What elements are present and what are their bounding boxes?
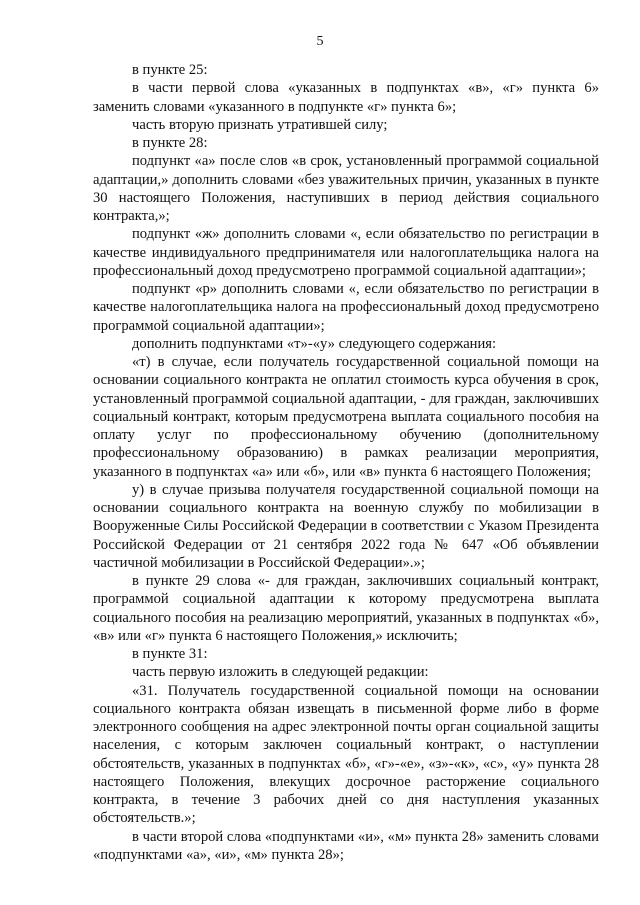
page-number: 5 xyxy=(316,34,324,49)
paragraph: в пункте 28: xyxy=(132,135,208,151)
document-body xyxy=(93,61,599,864)
paragraph: часть вторую признать утратившей силу; xyxy=(132,116,388,133)
paragraph: в части первой слова «указанных в подпунктах «в», «г» пункта 6» заменить словами «указанного в подпункте «г» пункта 6»; xyxy=(93,80,599,115)
paragraph: «т) в случае, если получатель государственной социальной помощи на основании социального контракта не оплатил стоимость курса обучения в срок, установленный программой социальной адаптации, - для граждан, заключивших социальный контракт, которым предусмотрена выплата социального пособия на оплату услуг по профессиональному обучению (дополнительному профессиональному образованию) в рамках реализации мероприятия, указанного в подпунктах «а» или «б», или «в» пункта 6 настоящего Положения; xyxy=(93,354,599,480)
paragraph: подпункт «ж» дополнить словами «, если обязательство по регистрации в качестве индивидуального предпринимателя или налогоплательщика налога на профессиональный доход предусмотрено программой социальной адаптации»; xyxy=(93,226,599,279)
paragraph: подпункт «р» дополнить словами «, если обязательство по регистрации в качестве налогоплательщика налога на профессиональный доход предусмотрено программой социальной адаптации»; xyxy=(93,281,599,334)
paragraph: «31. Получатель государственной социальной помощи на основании социального контракта обязан извещать в письменной форме либо в форме электронного сообщения на адрес электронной почты орган социальной защиты населения, с которым заключен социальный контракт, о наступлении обстоятельств, указанных в подпунктах «б», «г»-«е», «з»-«к», «с», «у» пункта 28 настоящего Положения, влекущих досрочное расторжение социального контракта, в течение 3 рабочих дней со дня наступления указанных обстоятельств.»; xyxy=(93,682,599,827)
paragraph: в пункте 25: xyxy=(132,62,208,78)
paragraph: у) в случае призыва получателя государственной социальной помощи на основании социального контракта на военную службу по мобилизации в Вооруженные Силы Российской Федерации в соответствии с Указом Президента Российской Федерации от 21 сентября 2022 года № 647 «Об объявлении частичной мобилизации в Российской Федерации».»; xyxy=(93,481,599,571)
paragraph: в части второй слова «подпунктами «и», «м» пункта 28» заменить словами «подпунктами «а», «и», «м» пункта 28»; xyxy=(93,828,599,863)
paragraph: подпункт «а» после слов «в срок, установленный программой социальной адаптации,» дополнить словами «без уважительных причин, указанных в пункте 30 настоящего Положения, наступивших в период действия социального контракта,»; xyxy=(93,153,599,224)
paragraph: в пункте 31: xyxy=(132,646,208,662)
paragraph: часть первую изложить в следующей редакции: xyxy=(132,664,429,681)
paragraph: дополнить подпунктами «т»-«у» следующего содержания: xyxy=(132,335,497,352)
paragraph: в пункте 29 слова «- для граждан, заключивших социальный контракт, программой социальной адаптации к которому предусмотрена выплата социального пособия на реализацию мероприятий, указанных в подпунктах «б», «в» или «г» пункта 6 настоящего Положения,» исключить; xyxy=(93,573,599,644)
